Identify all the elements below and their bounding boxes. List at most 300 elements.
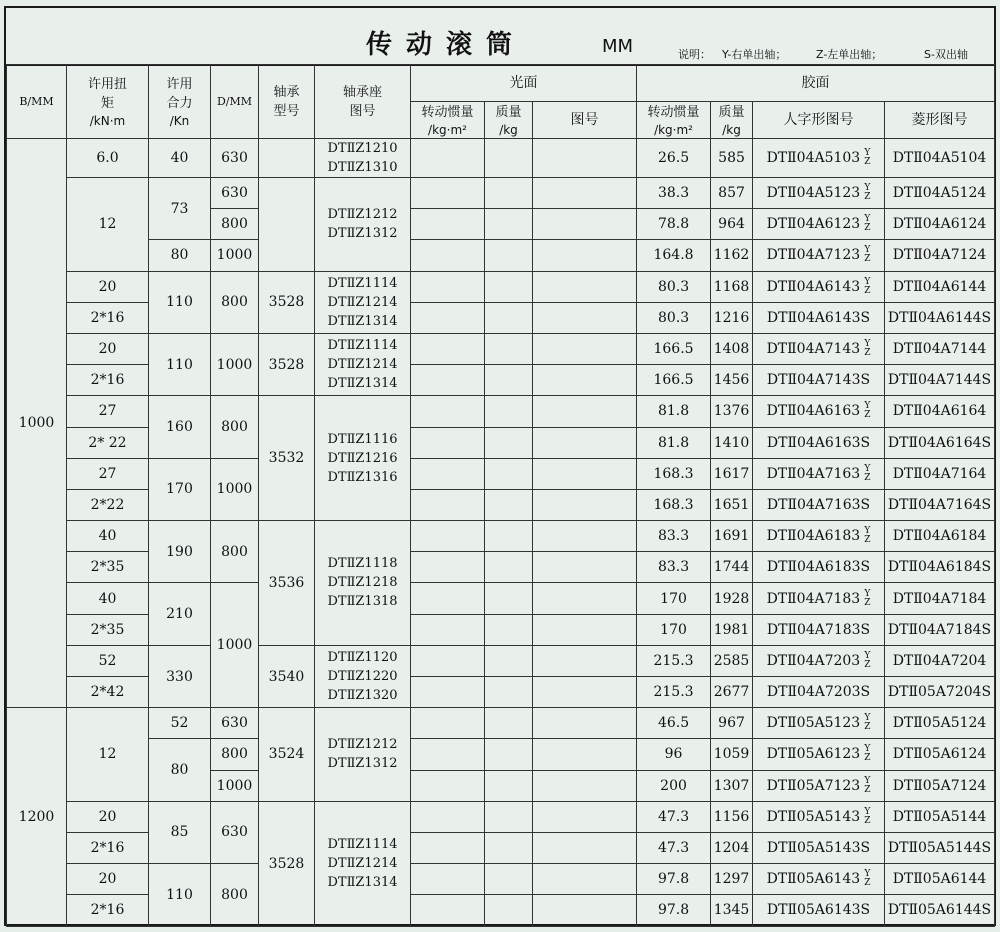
herringbone-fig-no <box>753 583 885 614</box>
yz-y: Y <box>864 650 871 661</box>
smooth-mass-cell <box>485 895 533 926</box>
rubber-mass: 1156 <box>711 801 753 832</box>
header-force-1: 许用 <box>166 76 193 92</box>
rubber-inertia: 81.8 <box>637 427 711 458</box>
smooth-fig-cell <box>533 209 637 240</box>
b-width-group: 1200 <box>7 708 67 926</box>
yz-z: Z <box>864 535 871 546</box>
header-rubber-mass-unit: /kg <box>722 122 741 137</box>
table-cell: 800 <box>211 521 259 583</box>
smooth-inertia-cell <box>411 677 485 708</box>
herringbone-fig-no <box>753 365 885 396</box>
diamond-fig-no: DTⅡ04A7164 <box>885 458 995 489</box>
smooth-mass-cell <box>485 677 533 708</box>
herringbone-fig-text: DTⅡ04A7183 <box>766 590 861 607</box>
smooth-fig-cell <box>533 552 637 583</box>
smooth-fig-cell <box>533 458 637 489</box>
herringbone-fig-text: DTⅡ04A6143S <box>766 309 871 326</box>
yz-y: Y <box>864 588 871 599</box>
table-cell: 630 <box>211 139 259 178</box>
smooth-fig-cell <box>533 396 637 427</box>
smooth-inertia-cell <box>411 895 485 926</box>
smooth-mass-cell <box>485 178 533 209</box>
table-cell <box>315 333 411 395</box>
rubber-mass: 1981 <box>711 614 753 645</box>
herringbone-fig-text: DTⅡ04A7143S <box>766 372 871 389</box>
rubber-mass: 1162 <box>711 240 753 271</box>
yz-marker <box>864 808 870 826</box>
seat-figure-no: DTⅡZ1214 <box>327 856 398 872</box>
smooth-fig-cell <box>533 427 637 458</box>
table-cell: 330 <box>149 645 211 707</box>
herringbone-fig-no <box>753 240 885 271</box>
rubber-mass: 1928 <box>711 583 753 614</box>
table-cell: 800 <box>211 209 259 240</box>
table-row <box>7 333 995 364</box>
table-row <box>7 139 995 178</box>
rubber-inertia: 78.8 <box>637 209 711 240</box>
yz-y: Y <box>864 183 871 194</box>
rubber-inertia: 215.3 <box>637 645 711 676</box>
seat-figure-no: DTⅡZ1314 <box>327 376 398 392</box>
smooth-inertia-cell <box>411 864 485 895</box>
smooth-fig-cell <box>533 178 637 209</box>
herringbone-fig-no <box>753 708 885 739</box>
smooth-fig-cell <box>533 489 637 520</box>
table-cell: 3528 <box>259 271 315 333</box>
smooth-inertia-cell <box>411 365 485 396</box>
diamond-fig-no: DTⅡ05A7124 <box>885 770 995 801</box>
rubber-inertia: 215.3 <box>637 677 711 708</box>
seat-figure-no: DTⅡZ1320 <box>327 688 398 703</box>
table-cell: 40 <box>149 139 211 178</box>
header-torque-2: 矩 <box>100 95 114 111</box>
rubber-mass: 1168 <box>711 271 753 302</box>
table-cell: 630 <box>211 708 259 739</box>
table-cell: 40 <box>67 521 149 552</box>
rubber-inertia: 80.3 <box>637 271 711 302</box>
seat-figure-no: DTⅡZ1214 <box>327 357 398 373</box>
table-cell: 800 <box>211 864 259 926</box>
header-rubber-mass <box>711 102 753 139</box>
smooth-mass-cell <box>485 521 533 552</box>
herringbone-fig-no <box>753 271 885 302</box>
smooth-mass-cell <box>485 739 533 770</box>
herringbone-fig-no <box>753 614 885 645</box>
smooth-inertia-cell <box>411 271 485 302</box>
table-cell: 27 <box>67 458 149 489</box>
herringbone-fig-no <box>753 489 885 520</box>
header-force-unit: /Kn <box>169 113 190 128</box>
table-row <box>7 708 995 739</box>
header-seat-1: 轴承座 <box>342 84 382 100</box>
smooth-inertia-cell <box>411 832 485 863</box>
table-cell <box>315 396 411 521</box>
smooth-inertia-cell <box>411 458 485 489</box>
smooth-inertia-cell <box>411 427 485 458</box>
table-cell: 2*35 <box>67 552 149 583</box>
diamond-fig-no: DTⅡ04A6124 <box>885 209 995 240</box>
smooth-mass-cell <box>485 458 533 489</box>
rubber-mass: 2585 <box>711 645 753 676</box>
yz-y: Y <box>864 869 871 880</box>
smooth-mass-cell <box>485 396 533 427</box>
yz-z: Z <box>864 472 871 483</box>
yz-z: Z <box>864 753 871 764</box>
rubber-mass: 1376 <box>711 396 753 427</box>
smooth-mass-cell <box>485 614 533 645</box>
table-cell: 20 <box>67 801 149 832</box>
smooth-inertia-cell <box>411 770 485 801</box>
table-cell: 2* 22 <box>67 427 149 458</box>
table-cell <box>315 708 411 802</box>
rubber-mass: 857 <box>711 178 753 209</box>
table-cell <box>259 139 315 178</box>
yz-y: Y <box>864 526 871 537</box>
table-row <box>7 178 995 209</box>
yz-y: Y <box>864 744 871 755</box>
smooth-mass-cell <box>485 645 533 676</box>
header-torque-1: 许用扭 <box>87 76 127 92</box>
table-row <box>7 645 995 676</box>
smooth-fig-cell <box>533 708 637 739</box>
yz-marker <box>864 184 870 202</box>
smooth-fig-cell <box>533 739 637 770</box>
herringbone-fig-text: DTⅡ04A7143 <box>766 341 861 358</box>
yz-y: Y <box>864 148 871 158</box>
seat-figure-no: DTⅡZ1220 <box>327 669 398 684</box>
rubber-inertia: 83.3 <box>637 552 711 583</box>
herringbone-fig-text: DTⅡ04A7123 <box>766 247 861 264</box>
yz-marker <box>864 652 870 670</box>
header-rubber-inertia <box>637 102 711 139</box>
smooth-fig-cell <box>533 770 637 801</box>
yz-marker <box>864 340 870 358</box>
herringbone-fig-text: DTⅡ04A6183 <box>766 528 861 545</box>
seat-figure-no: DTⅡZ1318 <box>327 594 398 610</box>
rubber-mass: 967 <box>711 708 753 739</box>
smooth-inertia-cell <box>411 521 485 552</box>
herringbone-fig-text: DTⅡ04A6143 <box>766 278 861 295</box>
smooth-inertia-cell <box>411 739 485 770</box>
diamond-fig-no: DTⅡ04A5104 <box>885 139 995 178</box>
table-cell: 20 <box>67 271 149 302</box>
yz-y: Y <box>864 214 871 225</box>
yz-y: Y <box>864 713 871 724</box>
diamond-fig-no: DTⅡ04A7164S <box>885 489 995 520</box>
yz-y: Y <box>864 339 871 350</box>
herringbone-fig-no <box>753 139 885 178</box>
table-cell: 1000 <box>211 333 259 395</box>
yz-z: Z <box>864 722 871 733</box>
diamond-fig-no: DTⅡ04A7204 <box>885 645 995 676</box>
table-cell: 80 <box>149 739 211 801</box>
table-cell: 85 <box>149 801 211 863</box>
herringbone-fig-no <box>753 396 885 427</box>
diamond-fig-no: DTⅡ05A5144 <box>885 801 995 832</box>
smooth-mass-cell <box>485 708 533 739</box>
rubber-inertia: 200 <box>637 770 711 801</box>
smooth-inertia-cell <box>411 139 485 178</box>
smooth-inertia-cell <box>411 614 485 645</box>
legend-z: Z-左单出轴； <box>816 48 883 61</box>
rubber-inertia: 96 <box>637 739 711 770</box>
seat-figure-no: DTⅡZ1310 <box>327 160 398 175</box>
header-torque-unit: /kN·m <box>89 113 126 128</box>
herringbone-fig-no <box>753 801 885 832</box>
table-cell <box>315 645 411 707</box>
table-cell: 2*16 <box>67 302 149 333</box>
yz-marker <box>864 402 870 420</box>
yz-y: Y <box>864 245 871 256</box>
yz-marker <box>864 149 870 167</box>
seat-figure-no: DTⅡZ1114 <box>327 338 398 354</box>
herringbone-fig-text: DTⅡ04A7163S <box>766 496 871 513</box>
table-row <box>7 583 995 614</box>
smooth-fig-cell <box>533 240 637 271</box>
herringbone-fig-no <box>753 645 885 676</box>
herringbone-fig-no <box>753 178 885 209</box>
legend-label: 说明： <box>678 48 711 61</box>
header-bearing <box>259 65 315 139</box>
diamond-fig-no: DTⅡ05A6144S <box>885 895 995 926</box>
yz-marker <box>864 278 870 296</box>
seat-figure-no: DTⅡZ1218 <box>327 575 398 591</box>
rubber-inertia: 47.3 <box>637 801 711 832</box>
header-smooth-inertia <box>411 102 485 139</box>
rubber-mass: 2677 <box>711 677 753 708</box>
smooth-inertia-cell <box>411 645 485 676</box>
header-diamond: 菱形图号 <box>885 102 995 139</box>
table-cell <box>315 178 411 272</box>
header-bearing-2: 型号 <box>273 103 300 119</box>
unit-label: MM <box>602 36 634 57</box>
smooth-mass-cell <box>485 552 533 583</box>
seat-figure-no: DTⅡZ1120 <box>327 650 398 665</box>
diamond-fig-no: DTⅡ04A6184S <box>885 552 995 583</box>
smooth-inertia-cell <box>411 209 485 240</box>
table-cell: 630 <box>211 801 259 863</box>
smooth-inertia-cell <box>411 489 485 520</box>
yz-y: Y <box>864 775 871 786</box>
table-row <box>7 240 995 271</box>
yz-marker <box>864 714 870 732</box>
rubber-mass: 585 <box>711 139 753 178</box>
smooth-inertia-cell <box>411 801 485 832</box>
seat-figure-no: DTⅡZ1312 <box>327 226 398 242</box>
herringbone-fig-no <box>753 209 885 240</box>
table-cell: 630 <box>211 178 259 209</box>
seat-figure-no: DTⅡZ1214 <box>327 294 398 310</box>
header-rubber-inertia-label: 转动惯量 <box>647 104 700 120</box>
table-cell: 40 <box>67 583 149 614</box>
smooth-fig-cell <box>533 645 637 676</box>
table-cell: 80 <box>149 240 211 271</box>
header-b: B/MM <box>7 65 67 139</box>
rubber-mass: 1410 <box>711 427 753 458</box>
table-cell: 190 <box>149 521 211 583</box>
header-force <box>149 65 211 139</box>
table-cell: 6.0 <box>67 139 149 178</box>
rubber-inertia: 164.8 <box>637 240 711 271</box>
header-herringbone: 人字形图号 <box>753 102 885 139</box>
table-cell: 12 <box>67 708 149 802</box>
table-cell <box>315 521 411 646</box>
smooth-fig-cell <box>533 521 637 552</box>
table-cell <box>315 139 411 178</box>
table-cell: 20 <box>67 864 149 895</box>
smooth-inertia-cell <box>411 396 485 427</box>
smooth-fig-cell <box>533 614 637 645</box>
spec-table <box>6 64 995 927</box>
seat-figure-no: DTⅡZ1314 <box>327 313 398 329</box>
smooth-mass-cell <box>485 864 533 895</box>
yz-z: Z <box>864 784 871 795</box>
table-cell: 110 <box>149 271 211 333</box>
yz-marker <box>864 870 870 888</box>
smooth-mass-cell <box>485 427 533 458</box>
header-smooth-mass <box>485 102 533 139</box>
table-cell: 1000 <box>211 458 259 520</box>
rubber-inertia: 170 <box>637 614 711 645</box>
table-cell: 210 <box>149 583 211 645</box>
smooth-fig-cell <box>533 333 637 364</box>
table-cell: 1000 <box>211 583 259 708</box>
table-cell: 800 <box>211 396 259 458</box>
table-cell: 3528 <box>259 801 315 926</box>
table-row <box>7 271 995 302</box>
table-cell: 73 <box>149 178 211 240</box>
rubber-inertia: 80.3 <box>637 302 711 333</box>
herringbone-fig-text: DTⅡ04A6163 <box>766 403 861 420</box>
diamond-fig-no: DTⅡ05A5124 <box>885 708 995 739</box>
yz-marker <box>864 590 870 608</box>
smooth-inertia-cell <box>411 583 485 614</box>
table-cell: 2*35 <box>67 614 149 645</box>
table-cell: 20 <box>67 333 149 364</box>
smooth-inertia-cell <box>411 240 485 271</box>
diamond-fig-no: DTⅡ04A6184 <box>885 521 995 552</box>
rubber-mass: 1408 <box>711 333 753 364</box>
rubber-mass: 1345 <box>711 895 753 926</box>
diamond-fig-no: DTⅡ04A6164 <box>885 396 995 427</box>
rubber-inertia: 81.8 <box>637 396 711 427</box>
header-smooth-mass-label: 质量 <box>495 104 522 120</box>
yz-z: Z <box>864 192 871 203</box>
rubber-mass: 1216 <box>711 302 753 333</box>
yz-marker <box>864 246 870 264</box>
diamond-fig-no: DTⅡ05A6124 <box>885 739 995 770</box>
table-row <box>7 739 995 770</box>
herringbone-fig-no <box>753 739 885 770</box>
yz-z: Z <box>864 157 871 167</box>
yz-z: Z <box>864 254 871 265</box>
table-cell: 3524 <box>259 708 315 802</box>
table-cell: 3528 <box>259 333 315 395</box>
smooth-mass-cell <box>485 139 533 178</box>
yz-y: Y <box>864 463 871 474</box>
herringbone-fig-no <box>753 521 885 552</box>
table-cell: 12 <box>67 178 149 272</box>
table-cell: 160 <box>149 396 211 458</box>
rubber-inertia: 166.5 <box>637 365 711 396</box>
smooth-fig-cell <box>533 801 637 832</box>
diamond-fig-no: DTⅡ04A7124 <box>885 240 995 271</box>
rubber-inertia: 168.3 <box>637 458 711 489</box>
herringbone-fig-no <box>753 333 885 364</box>
herringbone-fig-no <box>753 302 885 333</box>
yz-z: Z <box>864 223 871 234</box>
table-cell: 52 <box>67 645 149 676</box>
header-smooth-fig: 图号 <box>533 102 637 139</box>
herringbone-fig-no <box>753 552 885 583</box>
table-cell: 2*16 <box>67 895 149 926</box>
yz-z: Z <box>864 285 871 296</box>
page-title: 传动滚筒 <box>366 30 527 60</box>
seat-figure-no: DTⅡZ1118 <box>327 556 398 572</box>
smooth-inertia-cell <box>411 708 485 739</box>
table-row <box>7 458 995 489</box>
herringbone-fig-text: DTⅡ04A7183S <box>766 621 871 638</box>
header-smooth-inertia-label: 转动惯量 <box>421 104 474 120</box>
table-cell: 110 <box>149 864 211 926</box>
smooth-inertia-cell <box>411 333 485 364</box>
table-cell <box>315 801 411 926</box>
herringbone-fig-text: DTⅡ04A6183S <box>766 559 871 576</box>
rubber-mass: 1204 <box>711 832 753 863</box>
seat-figure-no: DTⅡZ1314 <box>327 875 398 891</box>
header-rubber-mass-label: 质量 <box>718 104 745 120</box>
smooth-fig-cell <box>533 365 637 396</box>
diamond-fig-no: DTⅡ04A7144 <box>885 333 995 364</box>
yz-z: Z <box>864 410 871 421</box>
table-cell: 800 <box>211 271 259 333</box>
rubber-mass: 1617 <box>711 458 753 489</box>
rubber-inertia: 168.3 <box>637 489 711 520</box>
seat-figure-no: DTⅡZ1312 <box>327 756 398 772</box>
table-cell: 2*16 <box>67 832 149 863</box>
herringbone-fig-text: DTⅡ05A5143 <box>766 808 861 825</box>
yz-z: Z <box>864 878 871 889</box>
table-cell: 3532 <box>259 396 315 521</box>
rubber-mass: 1059 <box>711 739 753 770</box>
table-cell <box>259 178 315 272</box>
yz-z: Z <box>864 597 871 608</box>
herringbone-fig-text: DTⅡ04A5123 <box>766 185 861 202</box>
smooth-fig-cell <box>533 832 637 863</box>
smooth-mass-cell <box>485 271 533 302</box>
smooth-fig-cell <box>533 677 637 708</box>
herringbone-fig-text: DTⅡ05A5123 <box>766 715 861 732</box>
smooth-mass-cell <box>485 489 533 520</box>
diamond-fig-no: DTⅡ04A6144S <box>885 302 995 333</box>
herringbone-fig-no <box>753 677 885 708</box>
header-bearing-1: 轴承 <box>273 84 300 100</box>
smooth-inertia-cell <box>411 552 485 583</box>
yz-marker <box>864 777 870 795</box>
rubber-mass: 964 <box>711 209 753 240</box>
table-cell <box>315 271 411 333</box>
smooth-mass-cell <box>485 365 533 396</box>
table-row <box>7 801 995 832</box>
document-frame <box>4 6 996 926</box>
header-torque <box>67 65 149 139</box>
smooth-fig-cell <box>533 302 637 333</box>
diamond-fig-no: DTⅡ05A6144 <box>885 864 995 895</box>
header-smooth: 光面 <box>411 65 637 102</box>
rubber-inertia: 166.5 <box>637 333 711 364</box>
legend-s: S-双出轴 <box>924 48 968 61</box>
